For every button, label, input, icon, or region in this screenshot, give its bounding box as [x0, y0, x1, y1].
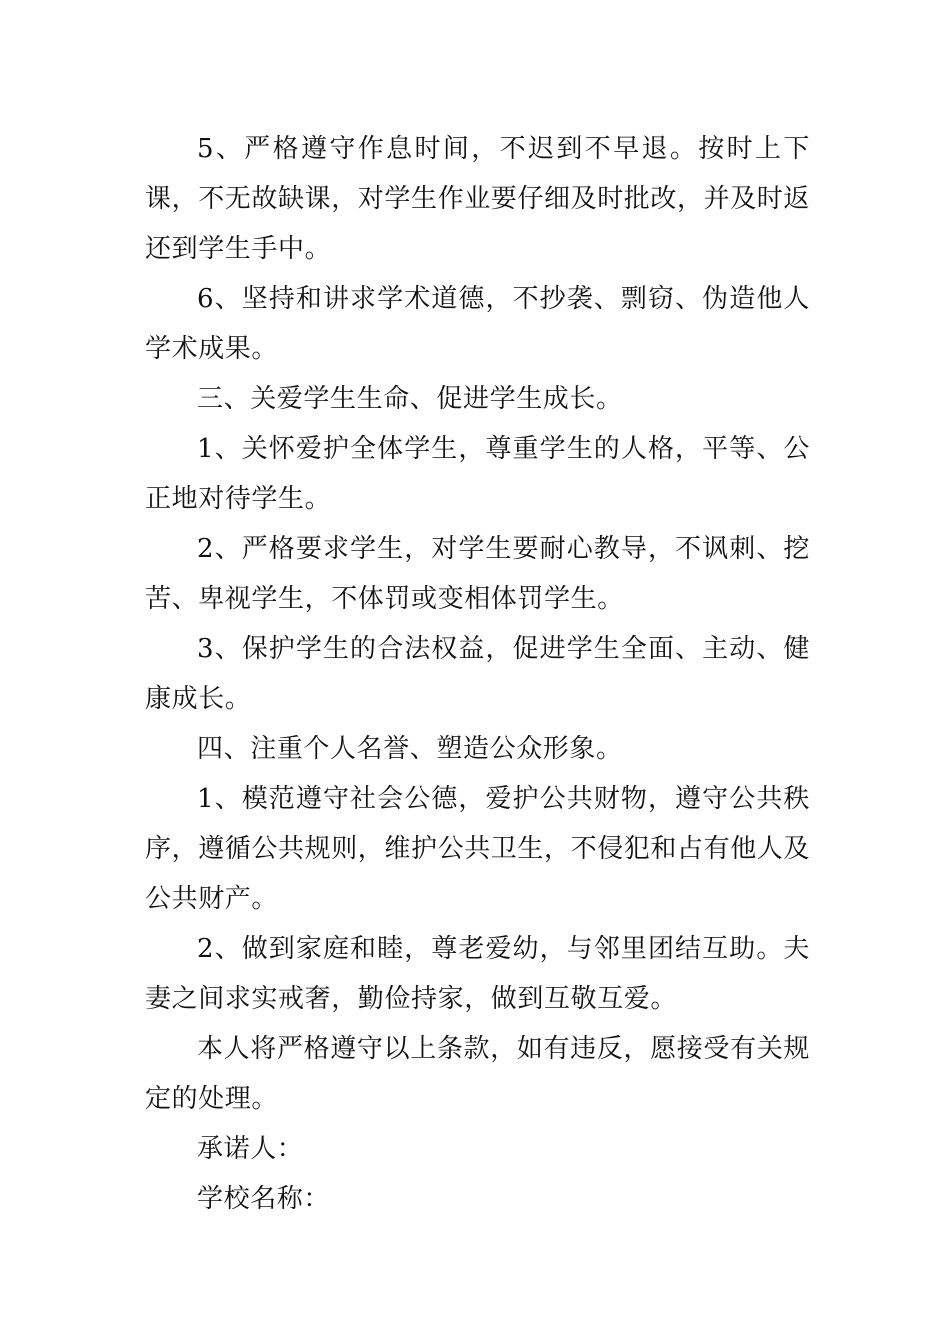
promisor-label: 承诺人： — [197, 1134, 304, 1164]
paragraph-item-5-schedule: 5、严格遵守作息时间，不迟到不早退。按时上下课，不无故缺课，对学生作业要仔细及时批改，并及时返还到学生手中。 — [145, 134, 811, 264]
section-heading-4: 四、注重个人名誉、塑造公众形象。 — [197, 734, 623, 764]
paragraph-item-1-care-students: 1、关怀爱护全体学生，尊重学生的人格，平等、公正地对待学生。 — [145, 434, 810, 514]
commitment-statement: 本人将严格遵守以上条款，如有违反，愿接受有关规定的处理。 — [145, 1034, 810, 1114]
paragraph-item-2-strict-requirements: 2、严格要求学生，对学生要耐心教导，不讽刺、挖苦、卑视学生，不体罚或变相体罚学生。 — [145, 534, 810, 614]
paragraph-item-6-academic-ethics: 6、坚持和讲求学术道德，不抄袭、剽窃、伪造他人学术成果。 — [145, 284, 810, 364]
paragraph-item-2-family-harmony: 2、做到家庭和睦，尊老爱幼，与邻里团结互助。夫妻之间求实戒奢，勤俭持家，做到互敬互爱。 — [145, 934, 810, 1014]
section-heading-3: 三、关爱学生生命、促进学生成长。 — [197, 384, 623, 414]
paragraph-item-1-public-morality: 1、模范遵守社会公德，爱护公共财物，遵守公共秩序，遵循公共规则，维护公共卫生，不侵犯和占有他人及公共财产。 — [145, 784, 811, 914]
document-body — [145, 124, 810, 1224]
paragraph-item-3-protect-rights: 3、保护学生的合法权益，促进学生全面、主动、健康成长。 — [145, 634, 810, 714]
school-name-label: 学校名称： — [197, 1184, 331, 1214]
